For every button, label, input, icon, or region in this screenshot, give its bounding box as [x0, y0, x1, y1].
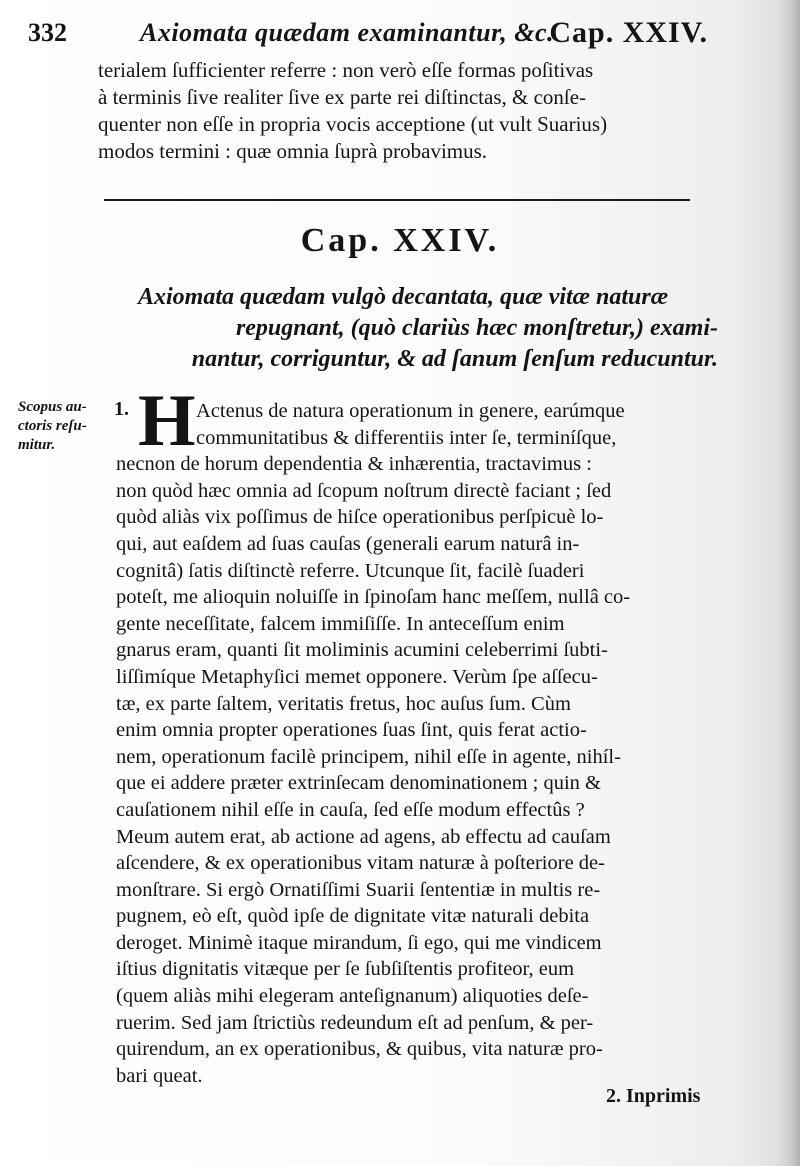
running-title: Axiomata quædam examinantur, &c.	[140, 18, 555, 47]
text-line: terialem ſufficienter referre : non verò eſſe formas poſitivas	[98, 58, 594, 82]
running-chapter: Cap. XXIV.	[549, 16, 708, 49]
text-line: aſcendere, & ex operationibus vitam naturæ à poſteriore de-	[116, 852, 605, 875]
argument-line: nantur, corriguntur, & ad ſanum ſenſum reducuntur.	[191, 346, 718, 372]
text-line: Meum autem erat, ab actione ad agens, ab effectu ad cauſam	[116, 825, 611, 848]
text-line: (quem aliàs mihi elegeram anteſignanum) aliquoties deſe-	[116, 985, 589, 1008]
continued-paragraph	[98, 57, 698, 165]
running-head	[28, 12, 768, 52]
body-paragraph	[116, 398, 720, 1089]
page-edge-shadow	[778, 0, 800, 1166]
text-line: deroget. Minimè itaque mirandum, ſi ego, qui me vindicem	[116, 931, 602, 954]
text-line: à terminis ſive realiter ſive ex parte rei diſtinctas, & conſe-	[98, 85, 587, 109]
marginal-line: ctoris reſu-	[18, 418, 87, 434]
text-line: quenter non eſſe in propria vocis acceptione (ut vult Suarius)	[98, 112, 608, 136]
text-line: iſtius dignitatis vitæque per ſe ſubſiſtentis profiteor, eum	[116, 958, 575, 981]
text-line: quòd aliàs vix poſſimus de hiſce operationibus perſpicuè lo-	[116, 506, 604, 529]
text-line: que ei addere præter extrinſecam denominationem ; quin &	[116, 772, 602, 795]
text-line: gnarus eram, quanti ſit moliminis acumini celeberrimi ſubti-	[116, 639, 608, 662]
chapter-title: Cap. XXIV.	[300, 222, 500, 259]
marginal-line: mitur.	[18, 437, 56, 453]
argument-line: repugnant, (quò clariùs hæc monſtretur,) exami-	[235, 315, 718, 341]
paragraph-number: 1.	[114, 398, 129, 420]
text-line: communitatibus & differentiis inter ſe, terminíſque,	[196, 426, 617, 449]
text-line: enim omnia propter operationes ſuas ſint, quis ferat actio-	[116, 719, 587, 742]
text-line: Actenus de natura operationum in genere, earúmque	[196, 400, 625, 422]
text-line: qui, aut eaſdem ad ſuas cauſas (generali earum naturâ in-	[116, 532, 580, 555]
text-line: bari queat.	[116, 1064, 203, 1087]
text-line: gente neceſſitate, falcem immiſiſſe. In anteceſſum enim	[116, 612, 565, 635]
argument-line: Axiomata quædam vulgò decantata, quæ vitæ naturæ	[138, 284, 669, 310]
section-rule	[104, 199, 690, 201]
text-line: cognitâ) ſatis diſtinctè referre. Utcunque ſit, facilè ſuaderi	[116, 559, 585, 582]
text-line: quirendum, an ex operationibus, & quibus, vita naturæ pro-	[116, 1038, 603, 1061]
marginal-note	[18, 398, 108, 455]
text-line: cauſationem nihil eſſe in cauſa, ſed eſſe modum effectûs ?	[116, 798, 585, 821]
text-line: tæ, ex parte ſaltem, veritatis fretus, hoc auſus ſum. Cùm	[116, 692, 571, 715]
drop-cap: H	[138, 380, 196, 462]
text-line: nem, operationum facilè principem, nihil eſſe in agente, nihíl-	[116, 745, 621, 768]
text-line: non quòd hæc omnia ad ſcopum noſtrum directè faciant ; ſed	[116, 479, 612, 502]
text-line: poteſt, me alioquin noluiſſe in ſpinoſam hanc meſſem, nullâ co-	[116, 586, 631, 609]
page-number: 332	[28, 18, 67, 47]
text-line: modos termini : quæ omnia ſuprà probavimus.	[98, 139, 488, 163]
text-line: ruerim. Sed jam ſtrictiùs redeundum eſt ad penſum, & per-	[116, 1011, 594, 1034]
marginal-line: Scopus au-	[18, 399, 87, 415]
catchword: 2. Inprimis	[606, 1085, 701, 1107]
text-line: necnon de horum dependentia & inhærentia, tractavimus :	[116, 453, 592, 476]
text-line: pugnem, eò eſt, quòd ipſe de dignitate vitæ naturali debita	[116, 905, 590, 928]
text-line: monſtrare. Si ergò Ornatiſſimi Suarii ſententiæ in multis re-	[116, 878, 601, 901]
chapter-argument	[128, 282, 718, 375]
text-line: liſſimíque Metaphyſici memet opponere. Verùm ſpe aſſecu-	[116, 665, 598, 688]
